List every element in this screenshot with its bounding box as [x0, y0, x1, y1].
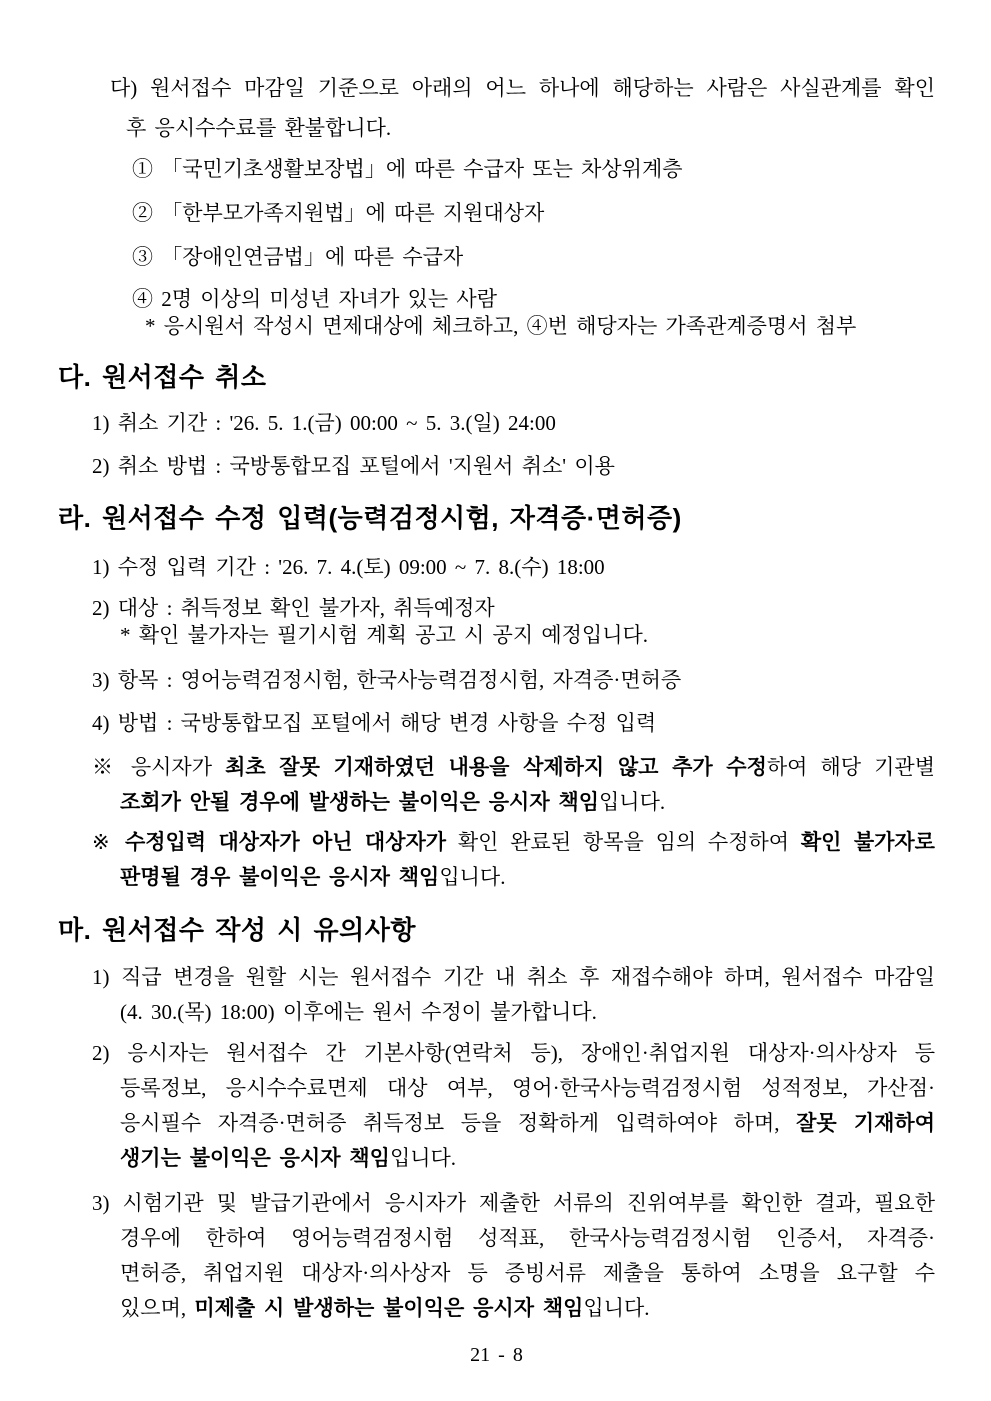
refund-intro-line2: 후 응시수수료를 환불합니다.: [126, 116, 392, 140]
refund-item-4: ④ 2명 이상의 미성년 자녀가 있는 사람: [132, 287, 498, 311]
page-number: 21 - 8: [470, 1344, 523, 1366]
refund-item-2: ② 「한부모가족지원법」에 따른 지원대상자: [132, 201, 545, 225]
caution-item-2-line2: 등록정보, 응시수수료면제 대상 여부, 영어·한국사능력검정시험 성적정보, 가산점·: [120, 1076, 935, 1100]
caution-item-3-line3: 면허증, 취업지원 대상자·의사상자 등 증빙서류 제출을 통하여 소명을 요구할 수: [120, 1261, 935, 1285]
modify-warning-2-line1: ※ 수정입력 대상자가 아닌 대상자가 확인 완료된 항목을 임의 수정하여 확인 불가자로: [92, 830, 935, 854]
refund-note: * 응시원서 작성시 면제대상에 체크하고, ④번 해당자는 가족관계증명서 첨부: [145, 314, 857, 338]
caution-item-2-line4: 생기는 불이익은 응시자 책임입니다.: [120, 1146, 457, 1170]
refund-item-3: ③ 「장애인연금법」에 따른 수급자: [132, 245, 464, 269]
caution-item-1-line1: 1) 직급 변경을 원할 시는 원서접수 기간 내 취소 후 재접수해야 하며, 원서접수 마감일: [92, 965, 935, 989]
section-modify-heading: 라. 원서접수 수정 입력(능력검정시험, 자격증·면허증): [58, 503, 682, 533]
cancel-item-2: 2) 취소 방법 : 국방통합모집 포털에서 '지원서 취소' 이용: [92, 454, 615, 478]
modify-warning-1-line2: 조회가 안될 경우에 발생하는 불이익은 응시자 책임입니다.: [120, 790, 666, 814]
section-caution-heading: 마. 원서접수 작성 시 유의사항: [58, 915, 417, 945]
modify-item-2-note: * 확인 불가자는 필기시험 계획 공고 시 공지 예정입니다.: [120, 623, 649, 647]
caution-item-3-line1: 3) 시험기관 및 발급기관에서 응시자가 제출한 서류의 진위여부를 확인한 결과, 필요한: [92, 1191, 935, 1215]
caution-item-2-line1: 2) 응시자는 원서접수 간 기본사항(연락처 등), 장애인·취업지원 대상자·의사상자 등: [92, 1041, 935, 1065]
modify-item-2: 2) 대상 : 취득정보 확인 불가자, 취득예정자: [92, 596, 495, 620]
caution-item-2-line3: 응시필수 자격증·면허증 취득정보 등을 정확하게 입력하여야 하며, 잘못 기재하여: [120, 1111, 935, 1135]
refund-item-1: ① 「국민기초생활보장법」에 따른 수급자 또는 차상위계층: [132, 157, 683, 181]
modify-warning-2-line2: 판명될 경우 불이익은 응시자 책임입니다.: [120, 865, 506, 889]
cancel-item-1: 1) 취소 기간 : '26. 5. 1.(금) 00:00 ~ 5. 3.(일) 24:00: [92, 411, 556, 435]
modify-warning-2: [58, 825, 935, 895]
caution-item-2: [58, 1036, 935, 1176]
section-cancel: [58, 357, 935, 484]
caution-item-1: [58, 960, 935, 1030]
section-caution: [58, 910, 935, 1326]
refund-intro-line1: 다) 원서접수 마감일 기준으로 아래의 어느 하나에 해당하는 사람은 사실관계를 확인: [110, 76, 935, 100]
refund-clause: [58, 68, 935, 341]
caution-item-3: [58, 1186, 935, 1326]
modify-warning-1-line1: ※ 응시자가 최초 잘못 기재하였던 내용을 삭제하지 않고 추가 수정하여 해당 기관별: [92, 755, 935, 779]
caution-item-1-line2: (4. 30.(목) 18:00) 이후에는 원서 수정이 불가합니다.: [120, 1000, 597, 1024]
caution-item-3-line4: 있으며, 미제출 시 발생하는 불이익은 응시자 책임입니다.: [120, 1296, 650, 1320]
section-cancel-heading: 다. 원서접수 취소: [58, 362, 267, 392]
modify-item-1: 1) 수정 입력 기간 : '26. 7. 4.(토) 09:00 ~ 7. 8.(수) 18:00: [92, 555, 605, 579]
section-modify: [58, 498, 935, 895]
caution-item-3-line2: 경우에 한하여 영어능력검정시험 성적표, 한국사능력검정시험 인증서, 자격증·: [120, 1226, 935, 1250]
modify-item-3: 3) 항목 : 영어능력검정시험, 한국사능력검정시험, 자격증·면허증: [92, 668, 682, 692]
modify-warning-1: [58, 750, 935, 820]
modify-item-4: 4) 방법 : 국방통합모집 포털에서 해당 변경 사항을 수정 입력: [92, 711, 657, 735]
